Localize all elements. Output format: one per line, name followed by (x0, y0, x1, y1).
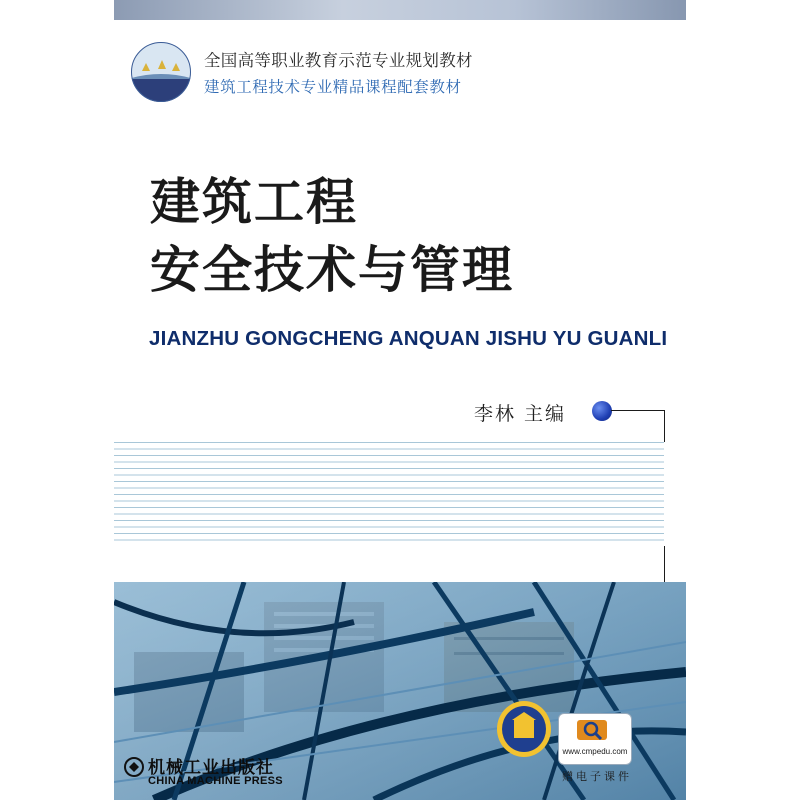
leader-line (611, 410, 665, 411)
top-color-band (114, 0, 686, 20)
university-seal-icon (496, 700, 552, 758)
publisher-logo-icon (124, 757, 144, 777)
cmp-badge (558, 713, 632, 765)
title-line-1: 建筑工程 (150, 173, 358, 231)
series-emblem-icon (128, 41, 194, 103)
ebook-note: 赠电子课件 (562, 770, 632, 783)
striped-band (114, 442, 686, 546)
magnifier-badge-icon (559, 714, 631, 748)
series-subtitle: 建筑工程技术专业精品课程配套教材 (204, 78, 462, 96)
publisher-name: 机械工业出版社 (148, 758, 274, 778)
bullet-dot-icon (592, 401, 612, 421)
author-credit: 李林 主编 (474, 403, 567, 425)
title-line-2: 安全技术与管理 (150, 241, 514, 299)
book-cover (114, 0, 686, 800)
publisher-name-en: CHINA MACHINE PRESS (148, 775, 283, 787)
pinyin-title: JIANZHU GONGCHENG ANQUAN JISHU YU GUANLI (149, 327, 668, 350)
series-name: 全国高等职业教育示范专业规划教材 (204, 51, 473, 70)
website-url: www.cmpedu.com (562, 747, 628, 756)
